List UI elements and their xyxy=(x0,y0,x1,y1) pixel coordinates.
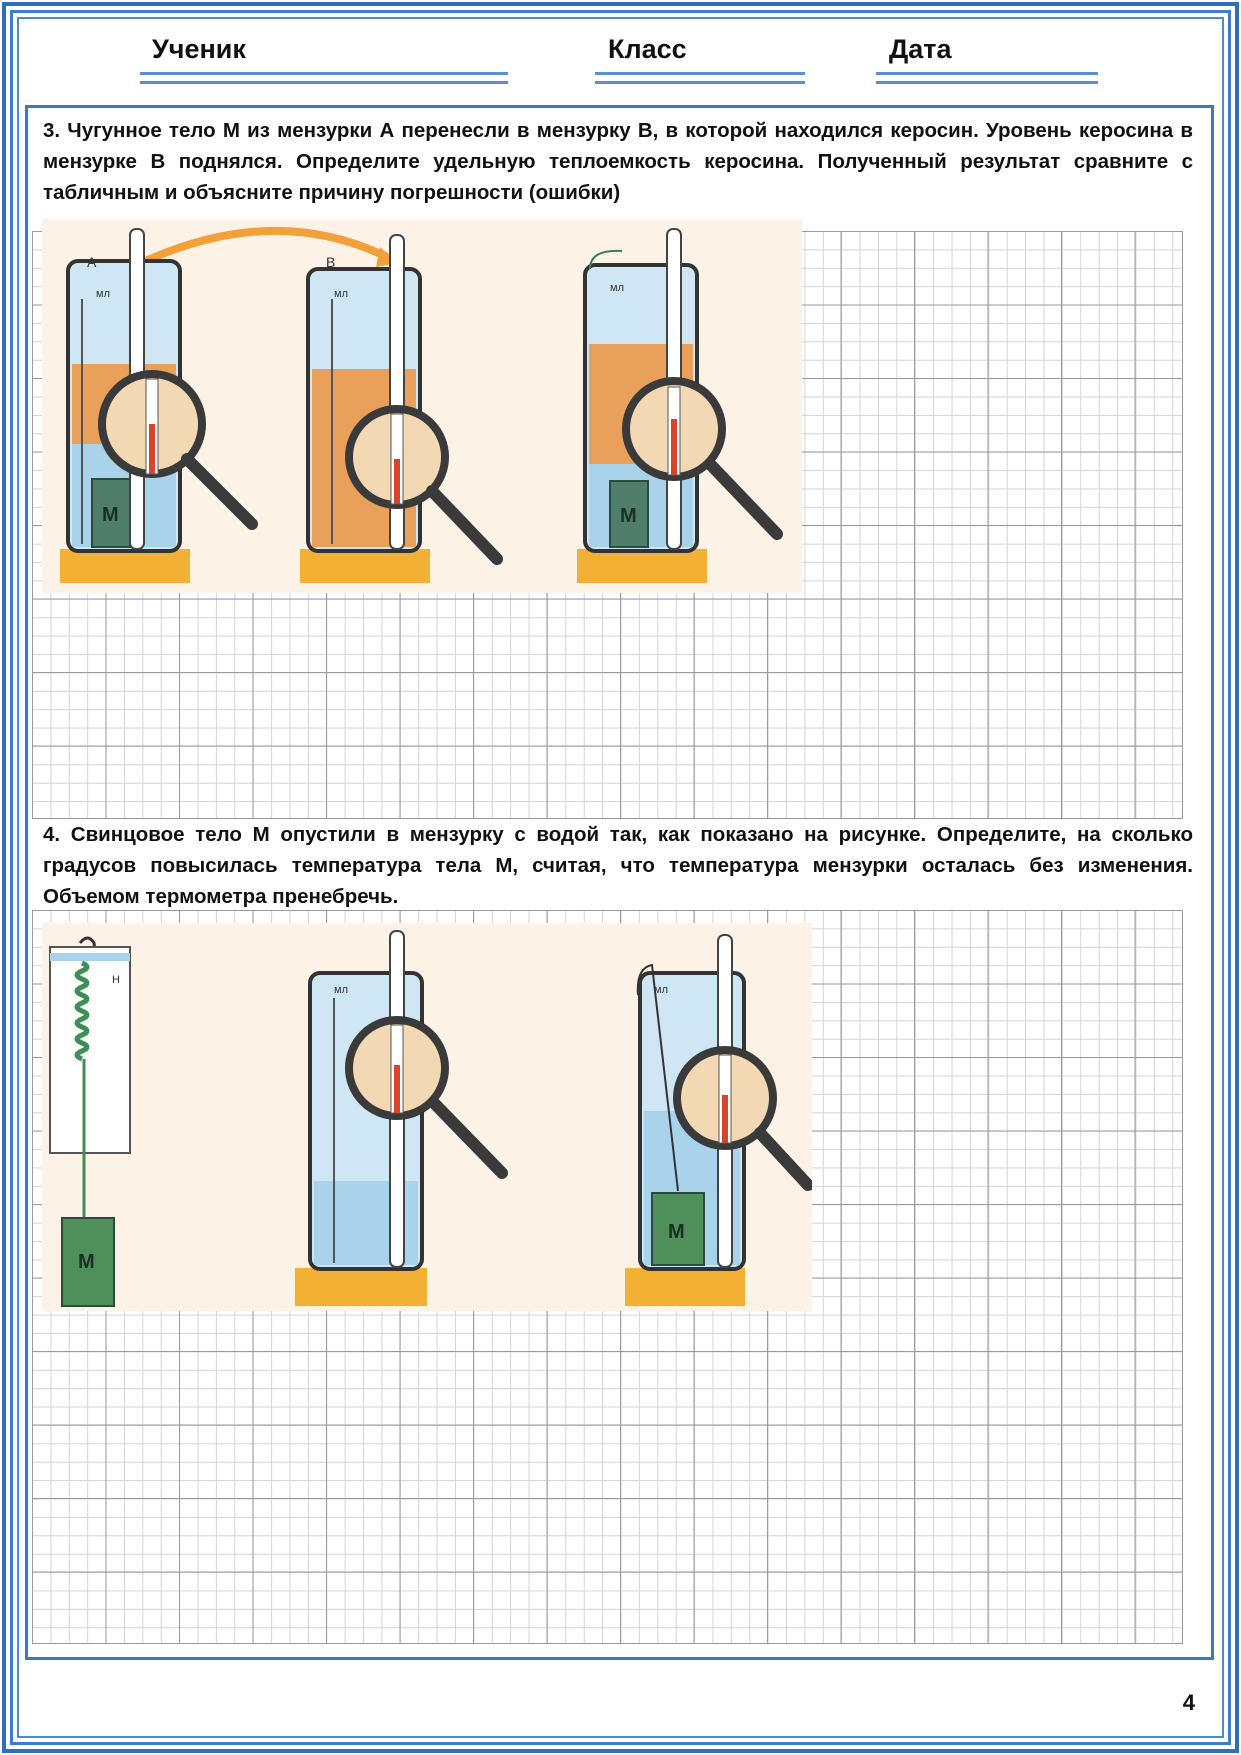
unit-label-d: мл xyxy=(334,984,348,996)
task-4-text: 4. Свинцовое тело М опустили в мензурку с водой так, как показано на рисунке. Определите, на сколько градусов повысилась температура тела М, считая, что температура мензурки осталась без изменения. Объемом термометра пренебречь. xyxy=(43,823,1193,908)
page-number: 4 xyxy=(1182,1690,1195,1715)
body-m-label-d: М xyxy=(668,1221,685,1243)
beaker-a-label: А xyxy=(87,254,97,270)
figure-task-3 xyxy=(42,219,802,593)
body-m-label-c: М xyxy=(620,505,637,527)
body-m-label-a: М xyxy=(102,504,119,526)
task-3-text: 3. Чугунное тело М из мензурки А перенесли в мензурку В, в которой находился керосин. Уровень керосина в мензурке В поднялся. Определите удельную теплоемкость керосина. Полученный результат сравните с табличным и объясните причину погрешности (ошибки) xyxy=(43,119,1193,204)
class-line[interactable] xyxy=(595,72,805,84)
figure-task-4 xyxy=(42,923,812,1311)
unit-label-b: мл xyxy=(334,288,348,300)
class-label: Класс xyxy=(608,34,687,64)
date-label: Дата xyxy=(889,34,952,64)
body-m-label-dyn: М xyxy=(78,1251,95,1273)
dynamometer-unit: Н xyxy=(112,974,120,986)
unit-label-e: мл xyxy=(654,984,668,996)
date-line[interactable] xyxy=(876,72,1098,84)
student-label: Ученик xyxy=(152,34,246,64)
unit-label-c: мл xyxy=(610,282,624,294)
student-line[interactable] xyxy=(140,72,508,84)
unit-label-a: мл xyxy=(96,288,110,300)
beaker-b-label: В xyxy=(326,254,336,270)
